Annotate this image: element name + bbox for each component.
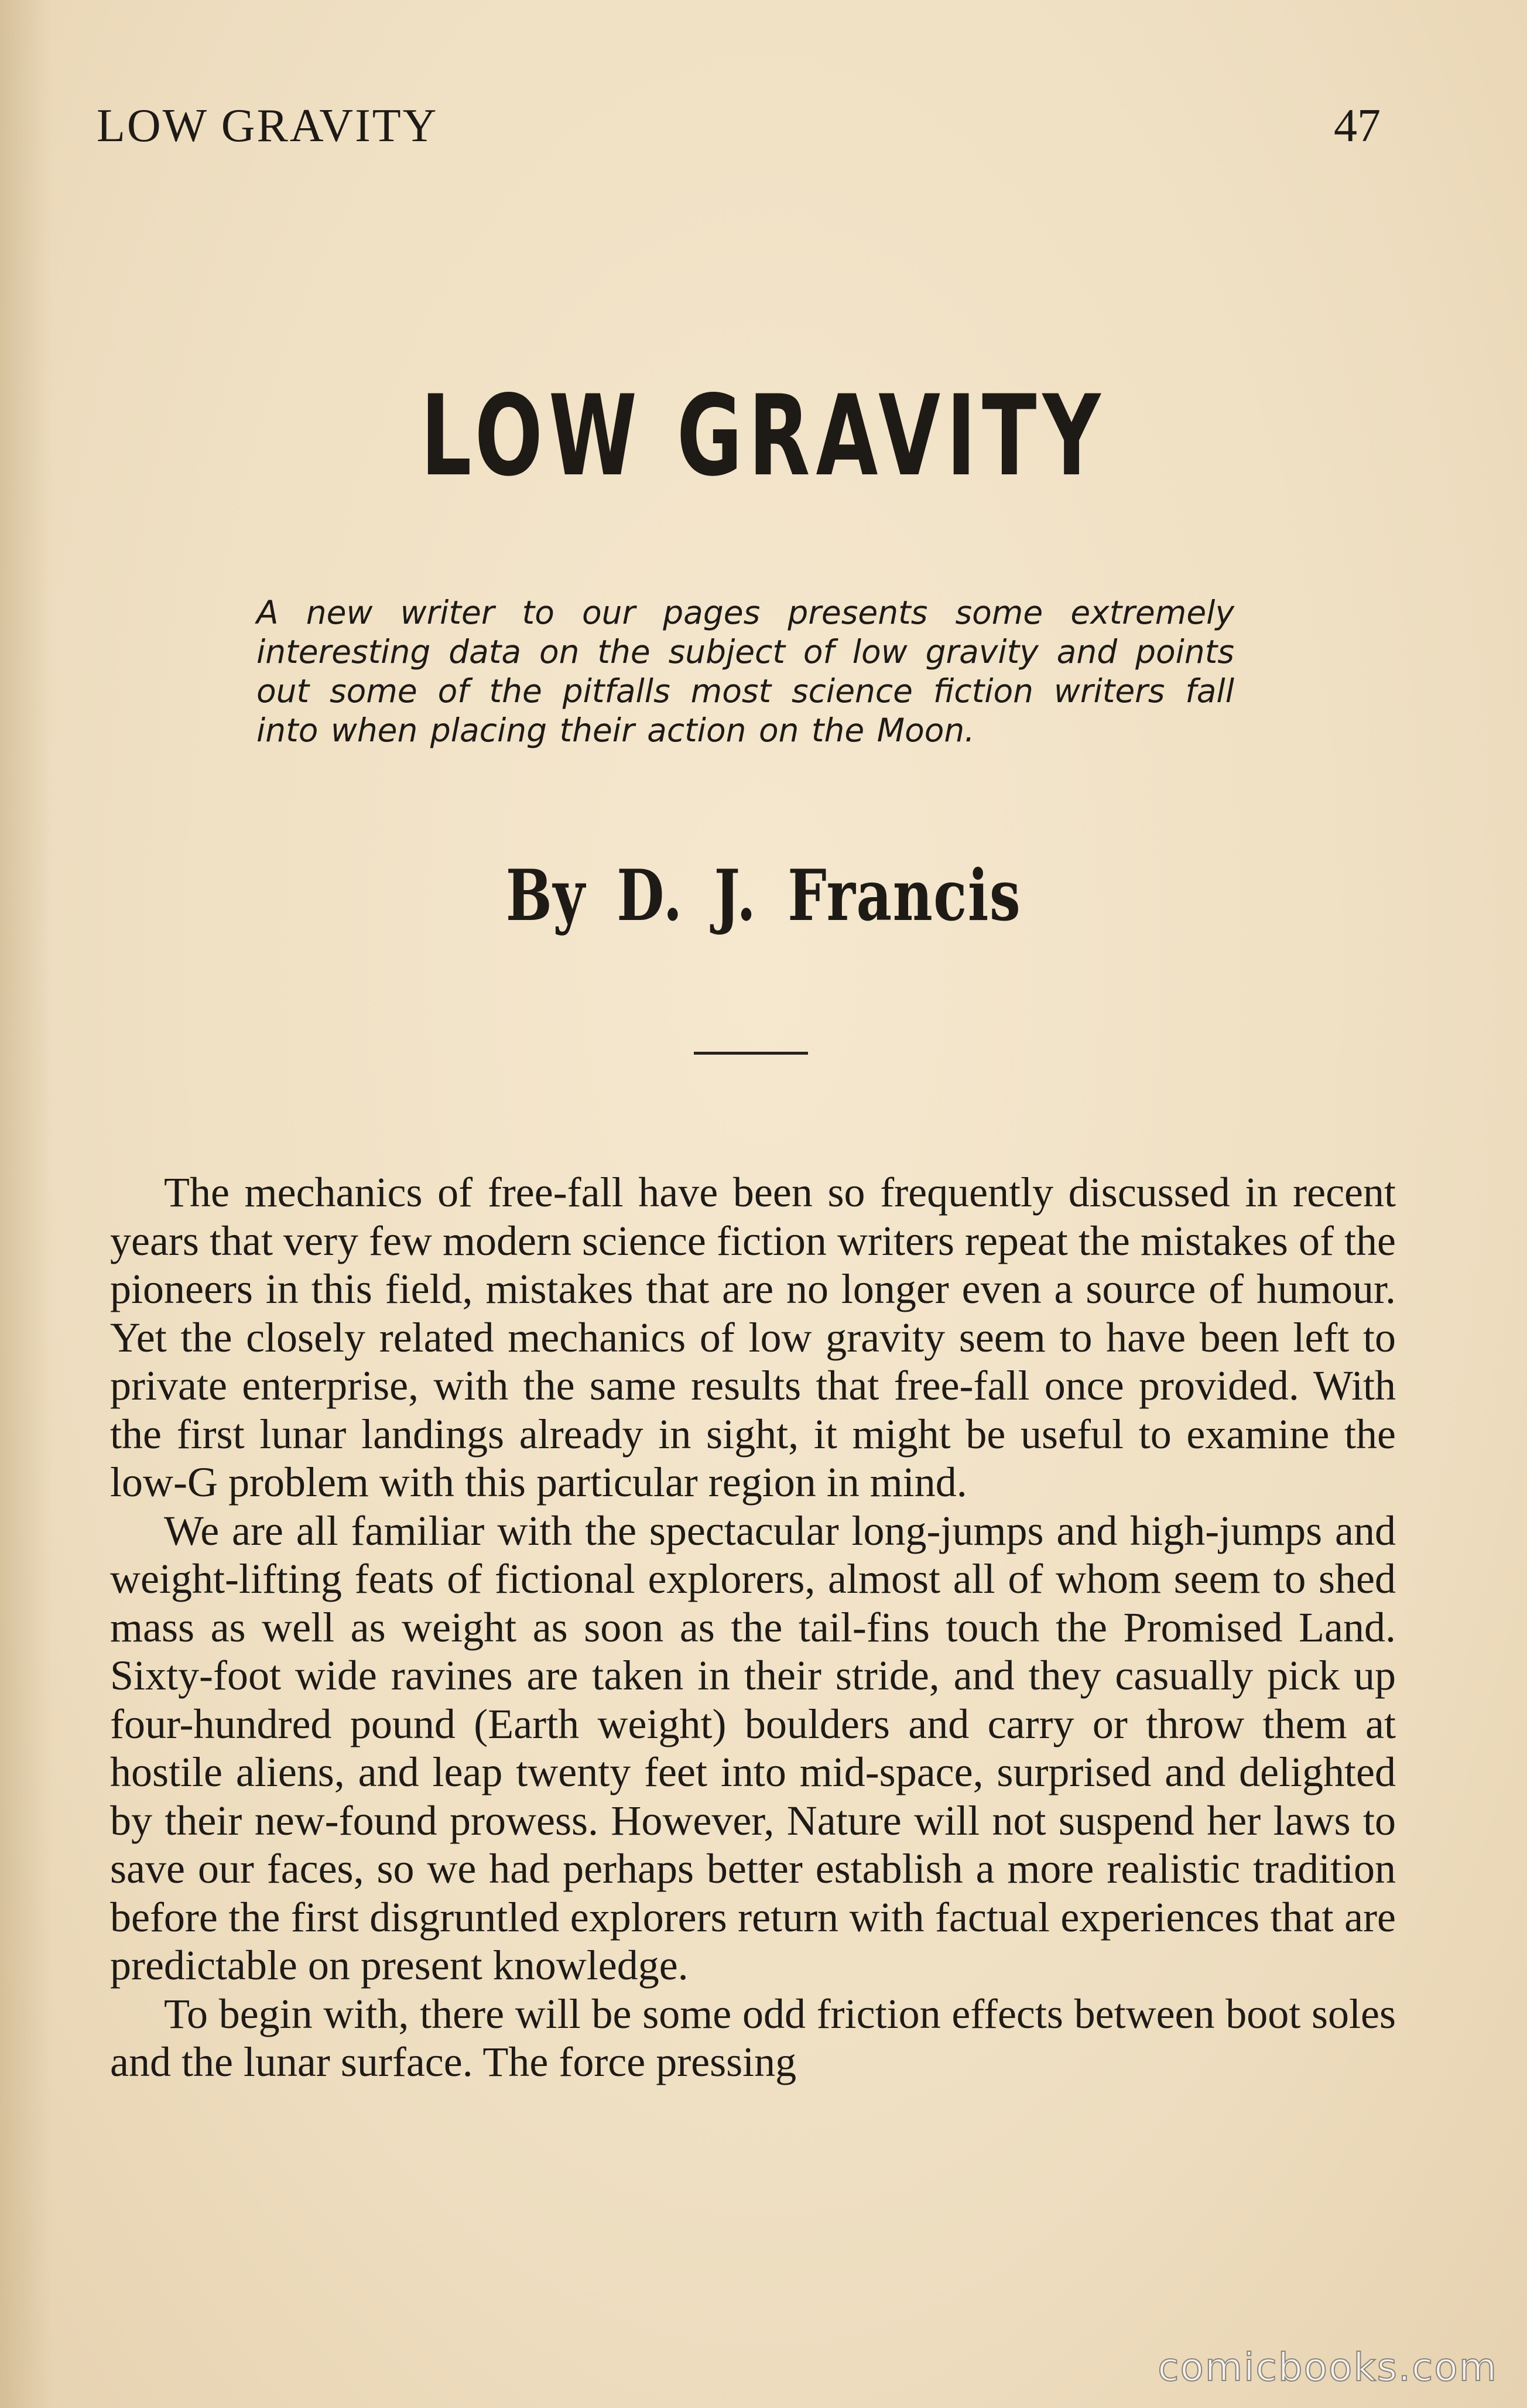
article-body [110,1168,1396,2087]
section-rule [694,1052,808,1055]
byline: By D. J. Francis [505,854,1022,937]
paragraph: We are all familiar with the spectacular long-jumps and high-jumps and weight-lifting feats of fictional explorers, almost all of whom seem to shed mass as well as weight as soon as the tail-fins touch the Promised Land. Sixty-foot wide ravines are taken in their stride, and they casually pick up four-hundred pound (Earth weight) boulders and carry or throw them at hostile aliens, and leap twenty feet into mid-space, surprised and delighted by their new-found prowess. However, Nature will not suspend her laws to save our faces, so we had perhaps better establish a more realistic tradition before the first disgruntled explorers return with factual experiences that are predictable on present knowledge. [110,1507,1396,1989]
spine-shadow [0,0,53,2408]
article-title: LOW GRAVITY [420,371,1107,501]
watermark: comicbooks.com [1158,2345,1498,2390]
running-head: LOW GRAVITY [97,100,439,152]
page-number: 47 [1334,100,1381,152]
article-intro: A new writer to our pages presents some extremely interesting data on the subject of low gravity and points out some of the pitfalls most science fiction writers fall into when placing their action on the Moon. [256,594,1234,749]
paragraph: The mechanics of free-fall have been so frequently discussed in recent years that very few modern science fiction writers repeat the mistakes of the pioneers in this field, mistakes that are no longer even a source of humour. Yet the closely related mechanics of low gravity seem to have been left to private enterprise, with the same results that free-fall once provided. With the first lunar landings already in sight, it might be useful to examine the low-G problem with this particular region in mind. [110,1169,1396,1506]
paragraph: To begin with, there will be some odd friction effects between boot soles and the lunar surface. The force pressing [110,1990,1396,2085]
